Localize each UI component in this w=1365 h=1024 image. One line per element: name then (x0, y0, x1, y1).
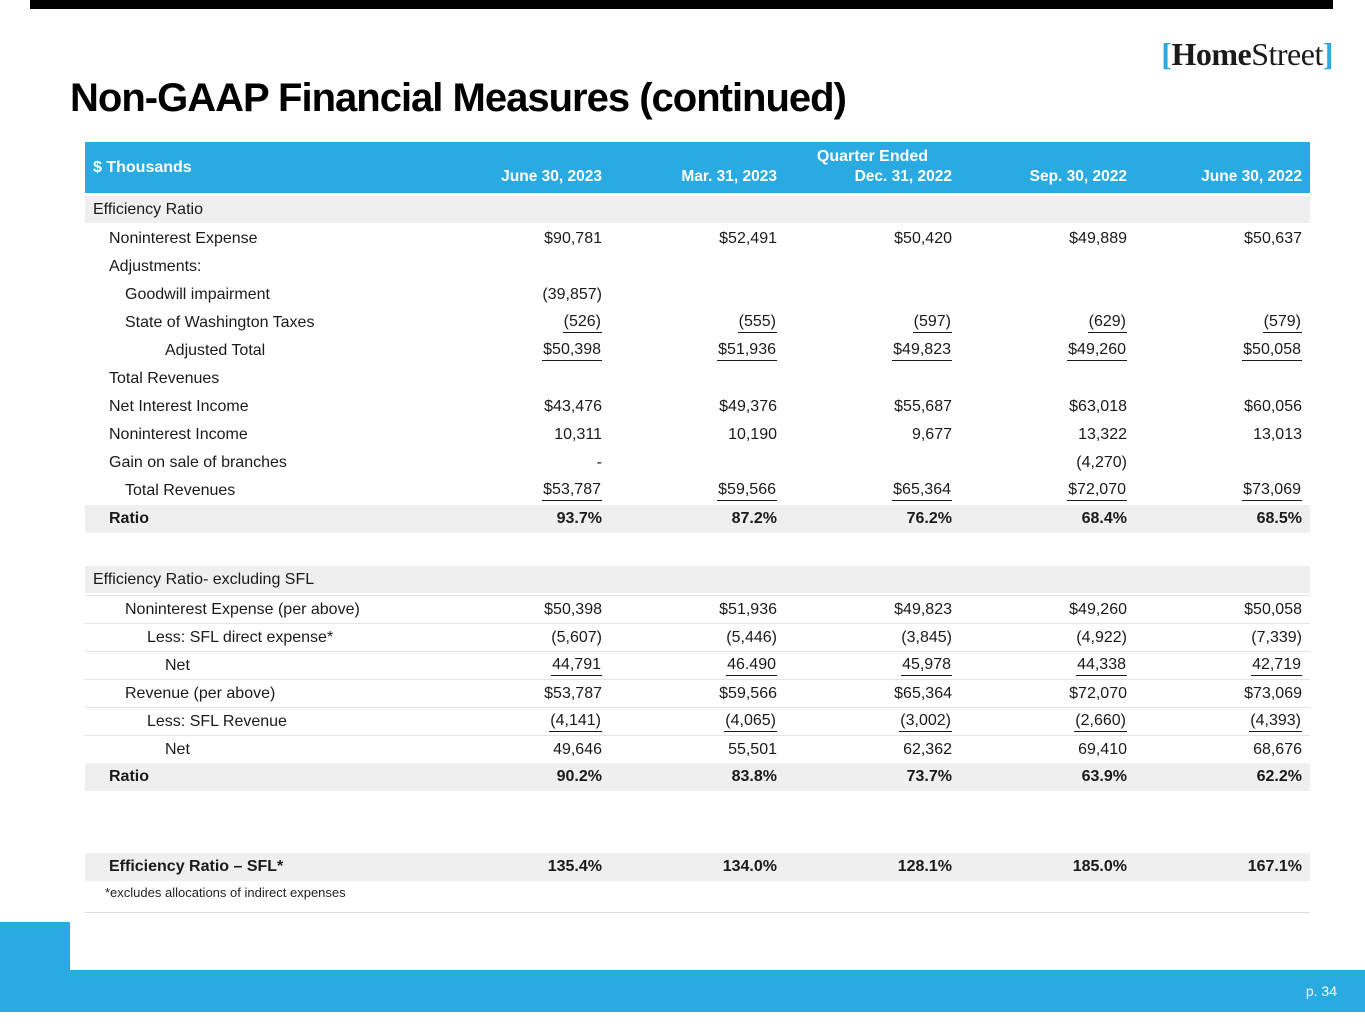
column-header-q4: Sep. 30, 2022 (1029, 168, 1127, 185)
row-label: Adjustments: (109, 258, 202, 275)
cell-value: 46.490 (610, 656, 785, 676)
column-headers (435, 166, 1310, 193)
cell-value: 62.2% (1256, 768, 1302, 785)
table-row (85, 337, 1310, 365)
cell-value: 42,719 (1135, 656, 1310, 676)
cell-value: (4,065) (610, 712, 785, 732)
cell-value: $50,637 (1244, 230, 1302, 247)
cell-value: (3,845) (901, 628, 952, 646)
cell-value: $72,070 (1069, 684, 1127, 702)
row-label: Net Interest Income (109, 398, 249, 415)
cell-value: $53,787 (544, 684, 602, 702)
cell-value: 69,410 (1078, 740, 1127, 758)
table-row (85, 477, 1310, 505)
cell-value: $59,566 (610, 481, 785, 501)
homestreet-logo (1161, 36, 1333, 73)
cell-value: 68,676 (1253, 740, 1302, 758)
table-row (85, 449, 1310, 477)
row-label: Gain on sale of branches (109, 454, 287, 471)
cell-value: (555) (610, 313, 785, 333)
table-row (85, 763, 1310, 791)
row-label: Adjusted Total (165, 342, 266, 359)
table-header (85, 142, 1310, 193)
cell-value: $50,398 (544, 600, 602, 618)
row-label: Revenue (per above) (125, 684, 276, 702)
cell-value: 49,646 (553, 740, 602, 758)
table-row (85, 853, 1310, 881)
row-label: Total Revenues (125, 482, 236, 499)
cell-value: $51,936 (719, 600, 777, 618)
column-header-q5: June 30, 2022 (1201, 168, 1302, 185)
row-label: Noninterest Expense (per above) (125, 600, 360, 618)
table-row (85, 651, 1310, 679)
row-label: State of Washington Taxes (125, 314, 315, 331)
cell-value: 83.8% (731, 768, 777, 785)
cell-value: $90,781 (544, 230, 602, 247)
logo-home: Home (1171, 36, 1252, 72)
unit-label: $ Thousands (93, 158, 192, 176)
table-row (85, 421, 1310, 449)
cell-value: (5,446) (726, 628, 777, 646)
spacer-row (85, 791, 1310, 853)
footnote: *excludes allocations of indirect expenses (85, 881, 1310, 913)
cell-value: 90.2% (556, 768, 602, 785)
cell-value: 135.4% (547, 858, 602, 875)
cell-value: 68.4% (1081, 510, 1127, 527)
cell-value: $50,058 (1244, 600, 1302, 618)
quarter-ended-label: Quarter Ended (816, 148, 929, 165)
cell-value: $73,069 (1244, 684, 1302, 702)
cell-value: (5,607) (551, 628, 602, 646)
table-row (85, 225, 1310, 253)
cell-value: (7,339) (1251, 628, 1302, 646)
row-label: Efficiency Ratio – SFL* (109, 858, 284, 875)
cell-value: $49,889 (1069, 230, 1127, 247)
cell-value: 134.0% (722, 858, 777, 875)
cell-value: $59,566 (719, 684, 777, 702)
logo-street: Street (1251, 36, 1323, 72)
table-body (85, 196, 1310, 881)
table-row (85, 253, 1310, 281)
cell-value: (3,002) (785, 712, 960, 732)
cell-value: $65,364 (785, 481, 960, 501)
logo-bracket-right: ] (1322, 36, 1333, 72)
row-label: Noninterest Income (109, 426, 248, 443)
cell-value: 62,362 (903, 740, 952, 758)
cell-value: $49,260 (1069, 600, 1127, 618)
column-header-q1: June 30, 2023 (501, 168, 602, 185)
cell-value: $49,823 (894, 600, 952, 618)
table-row (85, 505, 1310, 533)
page-title: Non-GAAP Financial Measures (continued) (70, 76, 846, 120)
table-row (85, 393, 1310, 421)
cell-value: $50,420 (894, 230, 952, 247)
table-header-right (435, 142, 1310, 193)
table-row (85, 679, 1310, 707)
cell-value: (4,393) (1135, 712, 1310, 732)
cell-value: 10,311 (554, 426, 602, 443)
cell-value: $51,936 (610, 341, 785, 361)
table-row (85, 707, 1310, 735)
table-row (85, 735, 1310, 763)
cell-value: $73,069 (1135, 481, 1310, 501)
row-label: Total Revenues (109, 370, 220, 387)
cell-value: (4,141) (435, 712, 610, 732)
cell-value: $65,364 (894, 684, 952, 702)
row-label: Efficiency Ratio- excluding SFL (93, 570, 315, 588)
table-row (85, 309, 1310, 337)
financial-table (85, 142, 1310, 913)
table-row (85, 623, 1310, 651)
cell-value: 63.9% (1081, 768, 1127, 785)
row-label: Noninterest Expense (109, 230, 258, 247)
cell-value: 44,338 (960, 656, 1135, 676)
table-row (85, 281, 1310, 309)
cell-value: (2,660) (960, 712, 1135, 732)
footer-bar (0, 970, 1365, 1012)
table-row (85, 365, 1310, 393)
row-label: Ratio (109, 510, 149, 527)
cell-value: $53,787 (435, 481, 610, 501)
cell-value: (526) (435, 313, 610, 333)
cell-value: (579) (1135, 313, 1310, 333)
cell-value: 13,013 (1253, 426, 1302, 443)
cell-value: $72,070 (960, 481, 1135, 501)
table-row (85, 595, 1310, 623)
cell-value: (39,857) (542, 286, 602, 303)
cell-value: 10,190 (728, 426, 777, 443)
section-row (85, 196, 1310, 223)
cell-value: 9,677 (911, 426, 952, 443)
row-label: Less: SFL direct expense* (147, 628, 334, 646)
cell-value: $55,687 (894, 398, 952, 415)
row-label: Ratio (109, 768, 149, 785)
cell-value: 44,791 (435, 656, 610, 676)
row-label: Net (165, 740, 190, 758)
cell-value: $49,260 (960, 341, 1135, 361)
cell-value: $60,056 (1244, 398, 1302, 415)
row-label: Less: SFL Revenue (147, 712, 287, 730)
cell-value: 128.1% (897, 858, 952, 875)
cell-value: 185.0% (1072, 858, 1127, 875)
page-number: p. 34 (1305, 983, 1337, 999)
cell-value: 45,978 (785, 656, 960, 676)
column-header-q2: Mar. 31, 2023 (681, 168, 777, 185)
cell-value: $50,398 (435, 341, 610, 361)
cell-value: 68.5% (1256, 510, 1302, 527)
cell-value: (597) (785, 313, 960, 333)
cell-value: 55,501 (728, 740, 777, 758)
cell-value: (4,270) (1076, 454, 1127, 471)
row-label: Efficiency Ratio (93, 200, 203, 218)
cell-value: 76.2% (906, 510, 952, 527)
cell-value: 167.1% (1247, 858, 1302, 875)
cell-value: 87.2% (731, 510, 777, 527)
cell-value: $49,376 (719, 398, 777, 415)
cell-value: (629) (960, 313, 1135, 333)
cell-value: 73.7% (906, 768, 952, 785)
cell-value: $52,491 (719, 230, 777, 247)
cell-value: 13,322 (1078, 426, 1127, 443)
cell-value: $49,823 (785, 341, 960, 361)
cell-value: (4,922) (1076, 628, 1127, 646)
cell-value: $43,476 (544, 398, 602, 415)
logo-bracket-left: [ (1161, 36, 1172, 72)
section-row (85, 566, 1310, 593)
spacer-row (85, 533, 1310, 563)
cell-value: - (596, 454, 602, 471)
top-accent-bar (30, 0, 1333, 9)
cell-value: $63,018 (1069, 398, 1127, 415)
row-label: Net (165, 656, 190, 674)
cell-value: 93.7% (556, 510, 602, 527)
cell-value: $50,058 (1135, 341, 1310, 361)
column-header-q3: Dec. 31, 2022 (854, 168, 952, 185)
row-label: Goodwill impairment (125, 286, 270, 303)
